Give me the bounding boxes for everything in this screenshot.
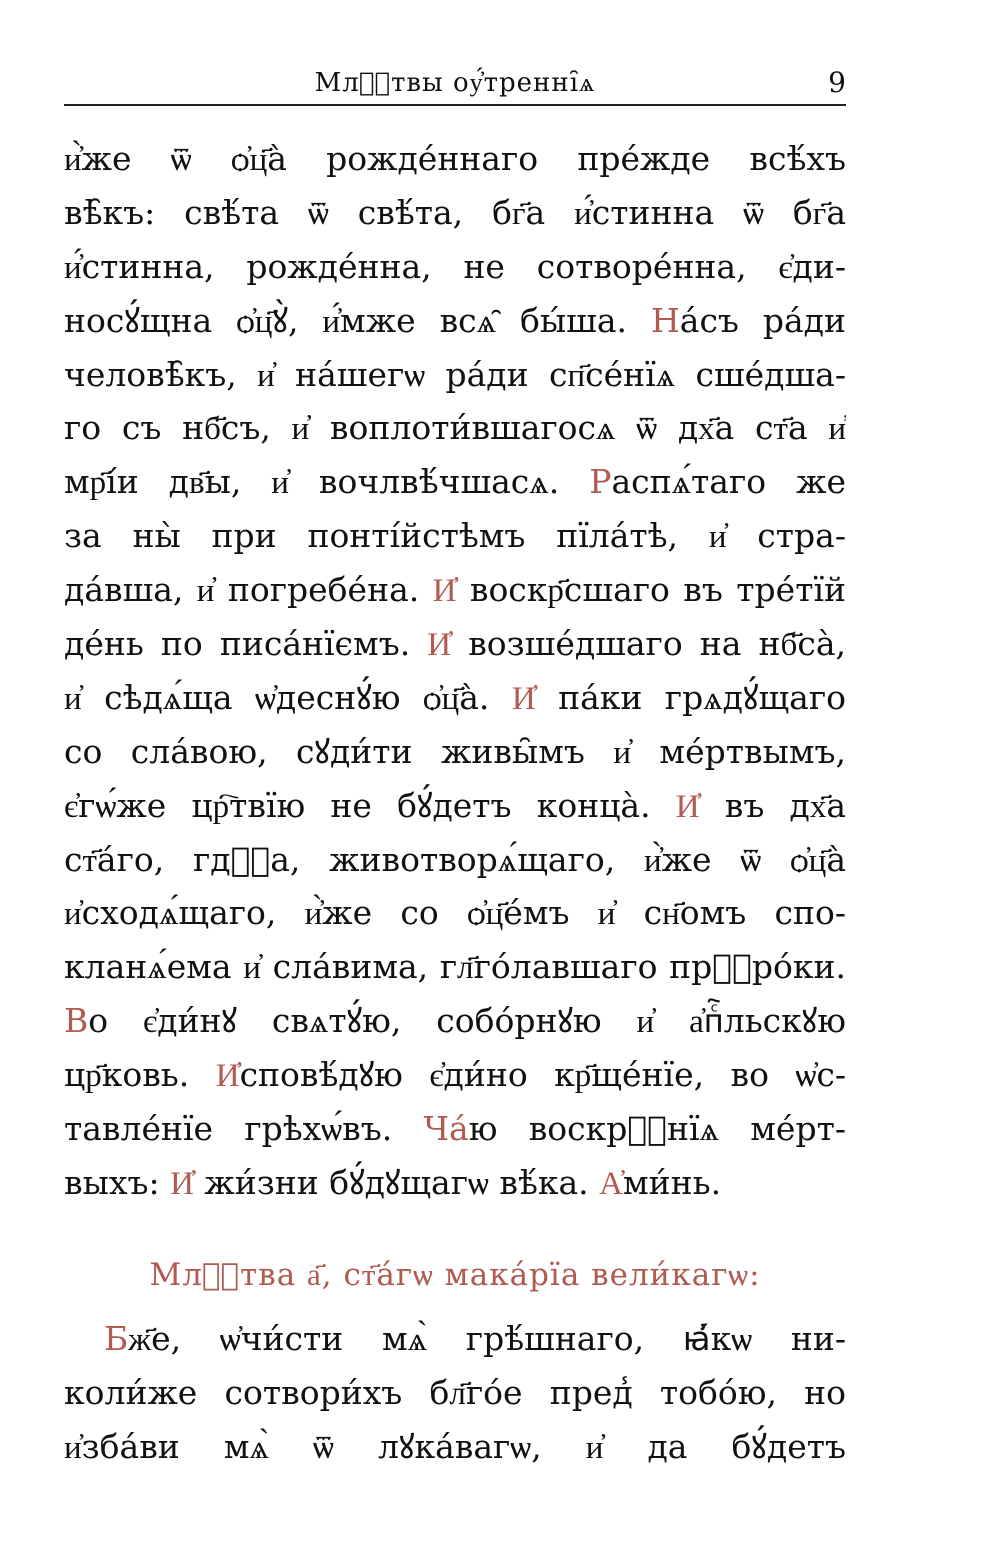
text-line (64, 563, 846, 617)
text-line (64, 886, 846, 940)
text-run: сповѣ́дꙋю є҆ди́но кр҃ще́нїе, во ѡ҆с- (239, 1055, 846, 1095)
text-run: мр҃і́и дв҃ы, и҆ вочлвѣ́чшасѧ. (64, 462, 590, 502)
text-run: коли́же сотвори́хъ бл҃го́е пред̾ тобо́ю, но (64, 1372, 846, 1412)
rubric-initial: И҆ (215, 1055, 240, 1095)
creed-text-block (64, 132, 846, 1210)
text-run: и҆зба́ви мѧ̀ ѿ лꙋка́вагѡ, и҆ да бꙋ́детъ (64, 1426, 846, 1466)
text-run: ж҃е, ѡ҆чи́сти мѧ̀ грѣ́шнаго, ꙗ҆́кѡ ни- (128, 1319, 846, 1358)
text-line (64, 186, 846, 240)
rubric-initial: И҆ (427, 624, 452, 664)
text-line (64, 671, 846, 725)
text-line (64, 1420, 846, 1474)
text-line (64, 779, 846, 833)
rubric-initial: В (64, 1001, 89, 1041)
text-run: воскр҃сшаго въ тре́тїй (456, 570, 846, 610)
rubric-initial: И҆ (675, 785, 700, 825)
text-line (64, 940, 846, 994)
rubric-initial: Р (589, 462, 612, 502)
text-run: и҆сходѧ́щаго, и҆̀же со ѻ҆ц҃е́мъ и҆ сн҃омъ спо- (64, 893, 846, 933)
text-run: є҆гѡ́же цр҇твїю не бꙋ́детъ конца̀. (64, 785, 676, 825)
text-line (64, 455, 846, 509)
text-line (64, 1048, 846, 1102)
text-line (64, 509, 846, 563)
text-run: и҆ сѣдѧ́ща ѡ҆деснꙋ́ю ѻ҆ц҃а̀. (64, 677, 512, 717)
text-line (64, 833, 846, 887)
prayer-heading: Млⷭ҇тва а҃, ст҃а́гѡ мака́рїа вели́кагѡ: (149, 1257, 761, 1293)
text-run: о є҆ди́нꙋ свѧтꙋ́ю, собо́рнꙋю и҆ а҆пⷭ҇льскꙋю (88, 1001, 846, 1041)
rubric-initial: Б (104, 1319, 129, 1358)
text-run: выхъ: (64, 1162, 171, 1202)
text-run: возше́дшаго на нб҃са̀, (451, 624, 846, 664)
text-run: тавле́нїе грѣхѡ́въ. (64, 1109, 424, 1149)
text-run: кланѧ́ема и҆ сла́вима, гл҃го́лавшаго прⷪ҇ро́ки. (64, 947, 846, 987)
text-line (64, 240, 846, 294)
text-run: вѣ̑къ: свѣ́та ѿ свѣ́та, бг҃а и҆́стинна ѿ бг҃а (64, 192, 846, 232)
text-line (64, 348, 846, 402)
text-run: за ны̀ при понті́йстѣмъ пїла́тѣ, и҆ стра- (64, 516, 846, 556)
text-run: въ дх҃а (699, 785, 846, 825)
header-rule (64, 104, 846, 106)
text-run: жи́зни бꙋ́дꙋщагѡ вѣ́ка. (193, 1162, 600, 1202)
text-line (64, 1312, 846, 1366)
text-run: ст҃а́го, гдⷭ҇а, животворѧ́щаго, и҆̀же ѿ ѻ҆ц҃а̀ (64, 839, 846, 879)
text-run: носꙋ́щна ѻ҆ц҃ꙋ̀, и҆́мже всѧ̑ бы́ша. (64, 300, 651, 340)
text-line (64, 294, 846, 348)
rubric-initial: А҆ (599, 1162, 623, 1202)
text-line (64, 401, 846, 455)
text-run: цр҃ковь. (64, 1055, 216, 1095)
rubric-initial: Ча (423, 1109, 469, 1149)
text-line (64, 725, 846, 779)
text-run: аспѧ́таго же (611, 462, 846, 502)
rubric-initial: Н (650, 300, 680, 340)
text-run: а́съ ра́ди (679, 300, 846, 340)
text-run: и҆́стинна, рожде́нна, не сотворе́нна, є҆ди- (64, 246, 846, 286)
running-title: Млⷭ҇твы оу҆́тренні̑ѧ (314, 68, 596, 98)
text-run: со сла́вою, сꙋди́ти живы̑мъ и҆ ме́ртвымъ, (64, 731, 846, 771)
text-run: де́нь по писа́нїємъ. (64, 624, 428, 664)
text-line (64, 1156, 846, 1210)
prayer-text-block (64, 1312, 846, 1474)
text-line (64, 1102, 846, 1156)
page-number: 9 (828, 66, 846, 99)
text-line (64, 1366, 846, 1420)
rubric-initial: И҆ (432, 570, 457, 610)
text-line (64, 132, 846, 186)
text-run: па́ки грѧдꙋ́щаго (535, 677, 846, 717)
rubric-initial: И҆ (170, 1162, 194, 1202)
text-run: ́ю воскрⷭ҇нїѧ ме́рт- (468, 1109, 846, 1149)
text-run: го съ нб҃съ, и҆ воплоти́вшагосѧ ѿ дх҃а ст҃а и҆ (64, 408, 846, 448)
text-line (64, 617, 846, 671)
rubric-initial: И҆ (511, 677, 536, 717)
text-line (64, 994, 846, 1048)
text-run: ми́нь. (623, 1162, 722, 1202)
page-header (64, 62, 846, 102)
text-run: и҆̀же ѿ ѻ҆ц҃а̀ рожде́ннаго пре́жде всѣ́хъ (64, 139, 846, 178)
text-run: да́вша, и҆ погребе́на. (64, 570, 433, 610)
text-run: человѣ̑къ, и҆ на́шегѡ ра́ди сп҃се́нїѧ сше́дша- (64, 354, 846, 394)
